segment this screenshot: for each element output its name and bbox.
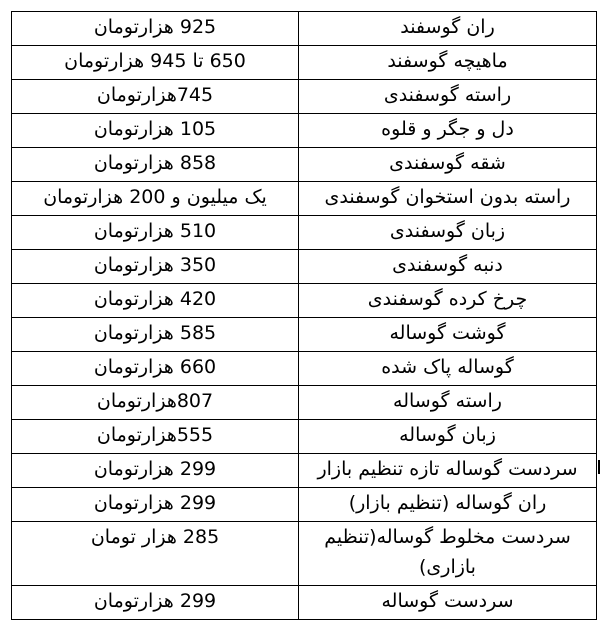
table-row [12, 12, 597, 46]
item-name: راسته بدون استخوان گوسفندی [298, 182, 596, 216]
item-price: 650 تا 945 هزارتومان [12, 46, 299, 80]
item-name: سردست مخلوط گوساله(تنظیم بازاری) [298, 522, 596, 586]
item-name: گوساله پاک شده [298, 352, 596, 386]
table-row [12, 182, 597, 216]
table-row [12, 284, 597, 318]
item-price: 299 هزارتومان [12, 488, 299, 522]
table-row [12, 80, 597, 114]
table-row [12, 250, 597, 284]
item-price: 350 هزارتومان [12, 250, 299, 284]
item-price: 555هزارتومان [12, 420, 299, 454]
stray-mark [598, 460, 600, 474]
item-name: ماهیچه گوسفند [298, 46, 596, 80]
table-row [12, 420, 597, 454]
item-name: ران گوساله (تنظیم بازار) [298, 488, 596, 522]
item-name: زبان گوساله [298, 420, 596, 454]
item-name: سردست گوساله [298, 586, 596, 620]
item-price: 660 هزارتومان [12, 352, 299, 386]
table-row [12, 454, 597, 488]
item-name: سردست گوساله تازه تنظیم بازار [298, 454, 596, 488]
item-price: 858 هزارتومان [12, 148, 299, 182]
item-price: 807هزارتومان [12, 386, 299, 420]
item-name: دل و جگر و قلوه [298, 114, 596, 148]
item-name: دنبه گوسفندی [298, 250, 596, 284]
item-price: 925 هزارتومان [12, 12, 299, 46]
item-name: زبان گوسفندی [298, 216, 596, 250]
item-price: 420 هزارتومان [12, 284, 299, 318]
item-name: ران گوسفند [298, 12, 596, 46]
item-price: 299 هزارتومان [12, 586, 299, 620]
table-row [12, 216, 597, 250]
item-price: 510 هزارتومان [12, 216, 299, 250]
item-price: 585 هزارتومان [12, 318, 299, 352]
item-name: شقه گوسفندی [298, 148, 596, 182]
item-name: چرخ کرده گوسفندی [298, 284, 596, 318]
table-row [12, 46, 597, 80]
table-row [12, 386, 597, 420]
item-price: یک میلیون و 200 هزارتومان [12, 182, 299, 216]
table-row [12, 522, 597, 586]
table-row [12, 148, 597, 182]
item-price: 745هزارتومان [12, 80, 299, 114]
item-price: 285 هزار تومان [12, 522, 299, 586]
item-name: راسته گوساله [298, 386, 596, 420]
price-table [11, 11, 597, 620]
item-price: 105 هزارتومان [12, 114, 299, 148]
item-name: راسته گوسفندی [298, 80, 596, 114]
table-row [12, 114, 597, 148]
table-row [12, 586, 597, 620]
item-name: گوشت گوساله [298, 318, 596, 352]
table-row [12, 352, 597, 386]
table-row [12, 318, 597, 352]
item-price: 299 هزارتومان [12, 454, 299, 488]
table-row [12, 488, 597, 522]
